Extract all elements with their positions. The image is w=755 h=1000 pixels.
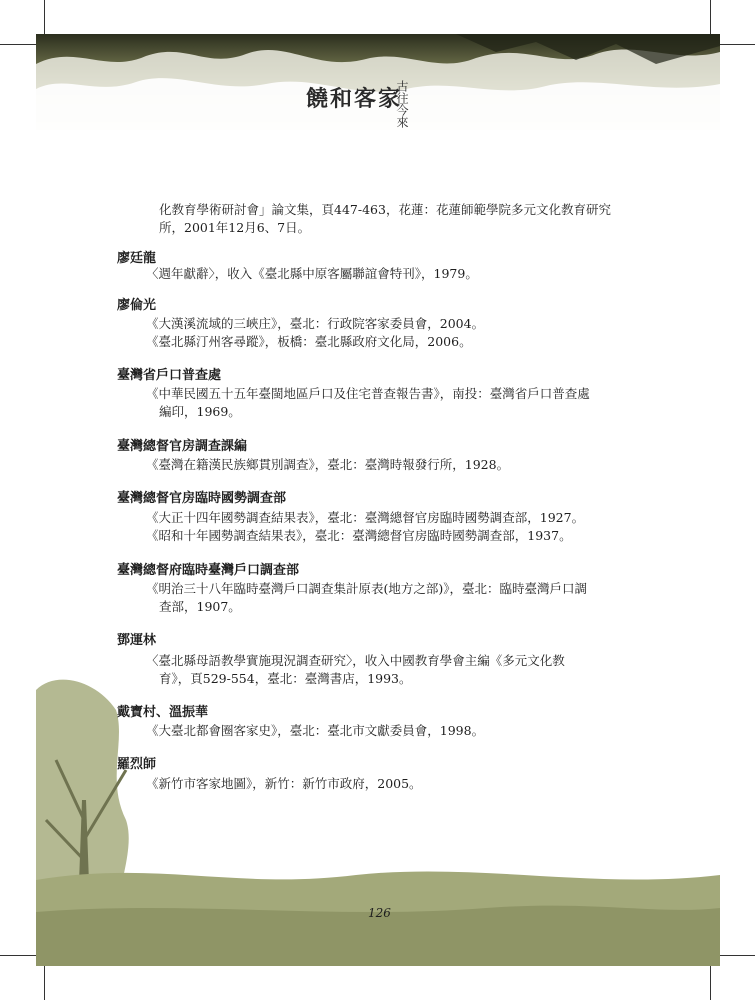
continuation-line: 化教育學術研討會」論文集，頁447-463，花蓮：花蓮師範學院多元文化教育研究 — [159, 202, 611, 217]
author-name: 羅烈師 — [117, 757, 157, 772]
citation-line: 查部，1907。 — [159, 599, 241, 614]
book-logo — [300, 72, 430, 142]
logo-main-text: 饒和客家 — [306, 86, 403, 112]
author-name: 臺灣省戶口普查處 — [117, 368, 222, 383]
author-name: 臺灣總督官房臨時國勢調查部 — [117, 491, 287, 506]
citation-line: 編印，1969。 — [159, 404, 241, 419]
citation-line: 《中華民國五十五年臺閩地區戶口及住宅普查報告書》，南投：臺灣省戶口普查處 — [146, 386, 590, 401]
citation-line: 《大漢溪流域的三峽庄》，臺北：行政院客家委員會，2004。 — [146, 316, 485, 331]
page-number: 126 — [368, 906, 391, 920]
author-name: 廖倫光 — [117, 298, 157, 313]
logo-sub-text: 古往今來 — [395, 80, 409, 128]
citation-line: 育》，頁529-554，臺北：臺灣書店，1993。 — [159, 671, 412, 686]
author-name: 戴寶村、溫振華 — [117, 705, 209, 720]
author-name: 鄧運林 — [117, 633, 157, 648]
citation-line: 《大臺北都會圈客家史》，臺北：臺北市文獻委員會，1998。 — [146, 723, 485, 738]
citation-line: 《臺灣在籍漢民族鄉貫別調查》，臺北：臺灣時報發行所，1928。 — [146, 457, 510, 472]
citation-line: 〈臺北縣母語教學實施現況調查研究〉，收入中國教育學會主編《多元文化教 — [146, 653, 565, 668]
author-name: 廖廷龍 — [117, 251, 157, 266]
citation-line: 《新竹市客家地圖》，新竹：新竹市政府，2005。 — [146, 776, 422, 791]
citation-line: 《明治三十八年臨時臺灣戶口調查集計原表(地方之部)》，臺北：臨時臺灣戶口調 — [146, 581, 588, 596]
continuation-line: 所，2001年12月6、7日。 — [159, 220, 311, 235]
citation-line: 《臺北縣汀州客尋蹤》，板橋：臺北縣政府文化局，2006。 — [146, 334, 472, 349]
author-name: 臺灣總督官房調查課編 — [117, 439, 248, 454]
citation-line: 〈週年獻辭〉，收入《臺北縣中原客屬聯誼會特刊》，1979。 — [146, 266, 478, 281]
author-name: 臺灣總督府臨時臺灣戶口調查部 — [117, 563, 300, 578]
citation-line: 《大正十四年國勢調查結果表》，臺北：臺灣總督官房臨時國勢調查部，1927。 — [146, 510, 585, 525]
citation-line: 《昭和十年國勢調查結果表》，臺北：臺灣總督官房臨時國勢調查部，1937。 — [146, 528, 572, 543]
